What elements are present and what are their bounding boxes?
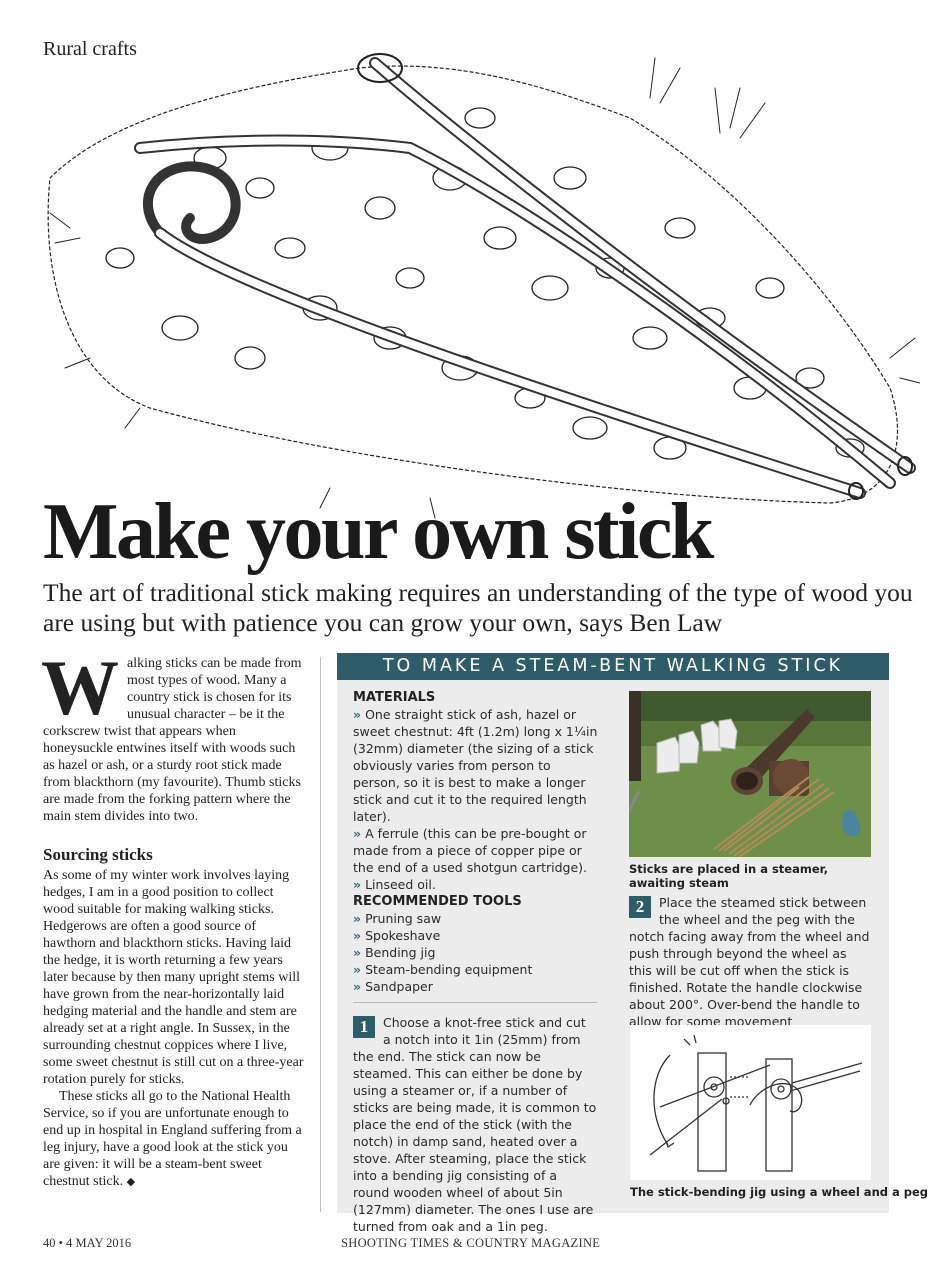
step-1: 1 Choose a knot-free stick and cut a notch into it 1in (25mm) from the end. The stick can now be steamed. This can either be done by using a steamer or, if a number of sticks are being made, it is common to place the end of the stick (with the notch) in damp sand, heated over a stove. After steaming, place the stick into a bending jig consisting of a round wooden wheel of about 5in (127mm) diameter. The ones I use are turned from oak and a 1in peg.	[353, 1015, 597, 1234]
double-arrow-icon: »	[353, 928, 362, 943]
photo-caption: Sticks are placed in a steamer, awaiting steam	[629, 862, 828, 890]
subhead-sourcing: Sourcing sticks	[43, 845, 153, 864]
article-body	[41, 644, 305, 1191]
double-arrow-icon: »	[353, 911, 362, 926]
tools-heading: RECOMMENDED TOOLS	[353, 894, 522, 909]
end-mark-icon: ◆	[126, 1176, 136, 1188]
materials-and-tools	[353, 689, 601, 995]
tool-item: » Sandpaper	[353, 979, 433, 994]
magazine-name: SHOOTING TIMES & COUNTRY MAGAZINE	[341, 1236, 601, 1250]
double-arrow-icon: »	[353, 826, 362, 841]
material-item: » Linseed oil.	[353, 877, 436, 892]
material-item: » One straight stick of ash, hazel or sweet chestnut: 4ft (1.2m) long x 1¼in (32mm) diameter (the sizing of a stick obviously varies from person to person, so it is best to make a longer stick and cut it to the required length later).	[353, 707, 598, 824]
sourcing-paragraph: As some of my winter work involves laying hedges, I am in a good position to collect wood suitable for making walking sticks. Hedgerows are often a good source of hawthorn and blackthorn sticks. Having laid the hedge, it is worth returning a few years later because by then many upright stems will have grown from the near-horizontally laid hedging material and the handle and stem are already set at a right angle. In Sussex, in the surrounding chestnut coppices where I live, some sweet chestnut is still cut on a three-year rotation purely for sticks.	[43, 868, 304, 1087]
page-number: 40 • 4 MAY 2016	[43, 1236, 132, 1250]
intro-paragraph: Walking sticks can be made from most types of wood. Many a country stick is chosen for its unusual character – be it the corkscrew twist that appears when honeysuckle entwines itself with woods such as hazel or ash, or a sturdy root stick made from blackthorn (my favourite). Thumb sticks are made from the forking pattern where the main stem divides into two.	[41, 644, 302, 824]
step-2: 2 Place the steamed stick between the wheel and the peg with the notch facing away from the wheel and push through beyond the wheel as this will be cut off when the stick is finished. Rotate the handle clockwise about 200°. Over-bend the handle to allow for some movement	[629, 895, 870, 1029]
double-arrow-icon: »	[353, 962, 362, 977]
materials-heading: MATERIALS	[353, 690, 436, 705]
double-arrow-icon: »	[353, 945, 362, 960]
section-label: Rural crafts	[43, 38, 137, 60]
panel-divider	[353, 1002, 597, 1003]
diagram-caption: The stick-bending jig using a wheel and a peg	[630, 1185, 929, 1199]
panel-heading: TO MAKE A STEAM-BENT WALKING STICK	[337, 653, 889, 680]
steamer-photo	[629, 691, 871, 857]
photo-block	[629, 691, 873, 890]
double-arrow-icon: »	[353, 707, 362, 722]
nhs-paragraph: These sticks all go to the National Health Service, so if you are unfortunate enough to end up in hospital in England suffering from a leg injury, have a good look at the stick you are given: it will be a steam-bent sweet chestnut stick. ◆	[43, 1089, 302, 1189]
double-arrow-icon: »	[353, 877, 362, 892]
walking-sticks-illustration	[30, 28, 920, 533]
column-rule	[320, 657, 321, 1212]
article-title: Make your own stick	[43, 488, 712, 576]
tool-item: » Steam-bending equipment	[353, 962, 533, 977]
bending-jig-diagram	[630, 1025, 871, 1180]
step-number-badge: 2	[629, 896, 651, 918]
tool-item: » Bending jig	[353, 945, 436, 960]
material-item: » A ferrule (this can be pre-bought or made from a piece of copper pipe or the end of a used shotgun cartridge).	[353, 826, 588, 875]
drop-cap: W	[41, 644, 119, 731]
step-number-badge: 1	[353, 1016, 375, 1038]
article-standfirst: The art of traditional stick making requires an understanding of the type of wood you are using but with patience you can grow your own, says Ben Law	[43, 578, 913, 637]
tool-item: » Pruning saw	[353, 911, 442, 926]
tool-item: » Spokeshave	[353, 928, 441, 943]
how-to-panel	[337, 653, 929, 1234]
double-arrow-icon: »	[353, 979, 362, 994]
